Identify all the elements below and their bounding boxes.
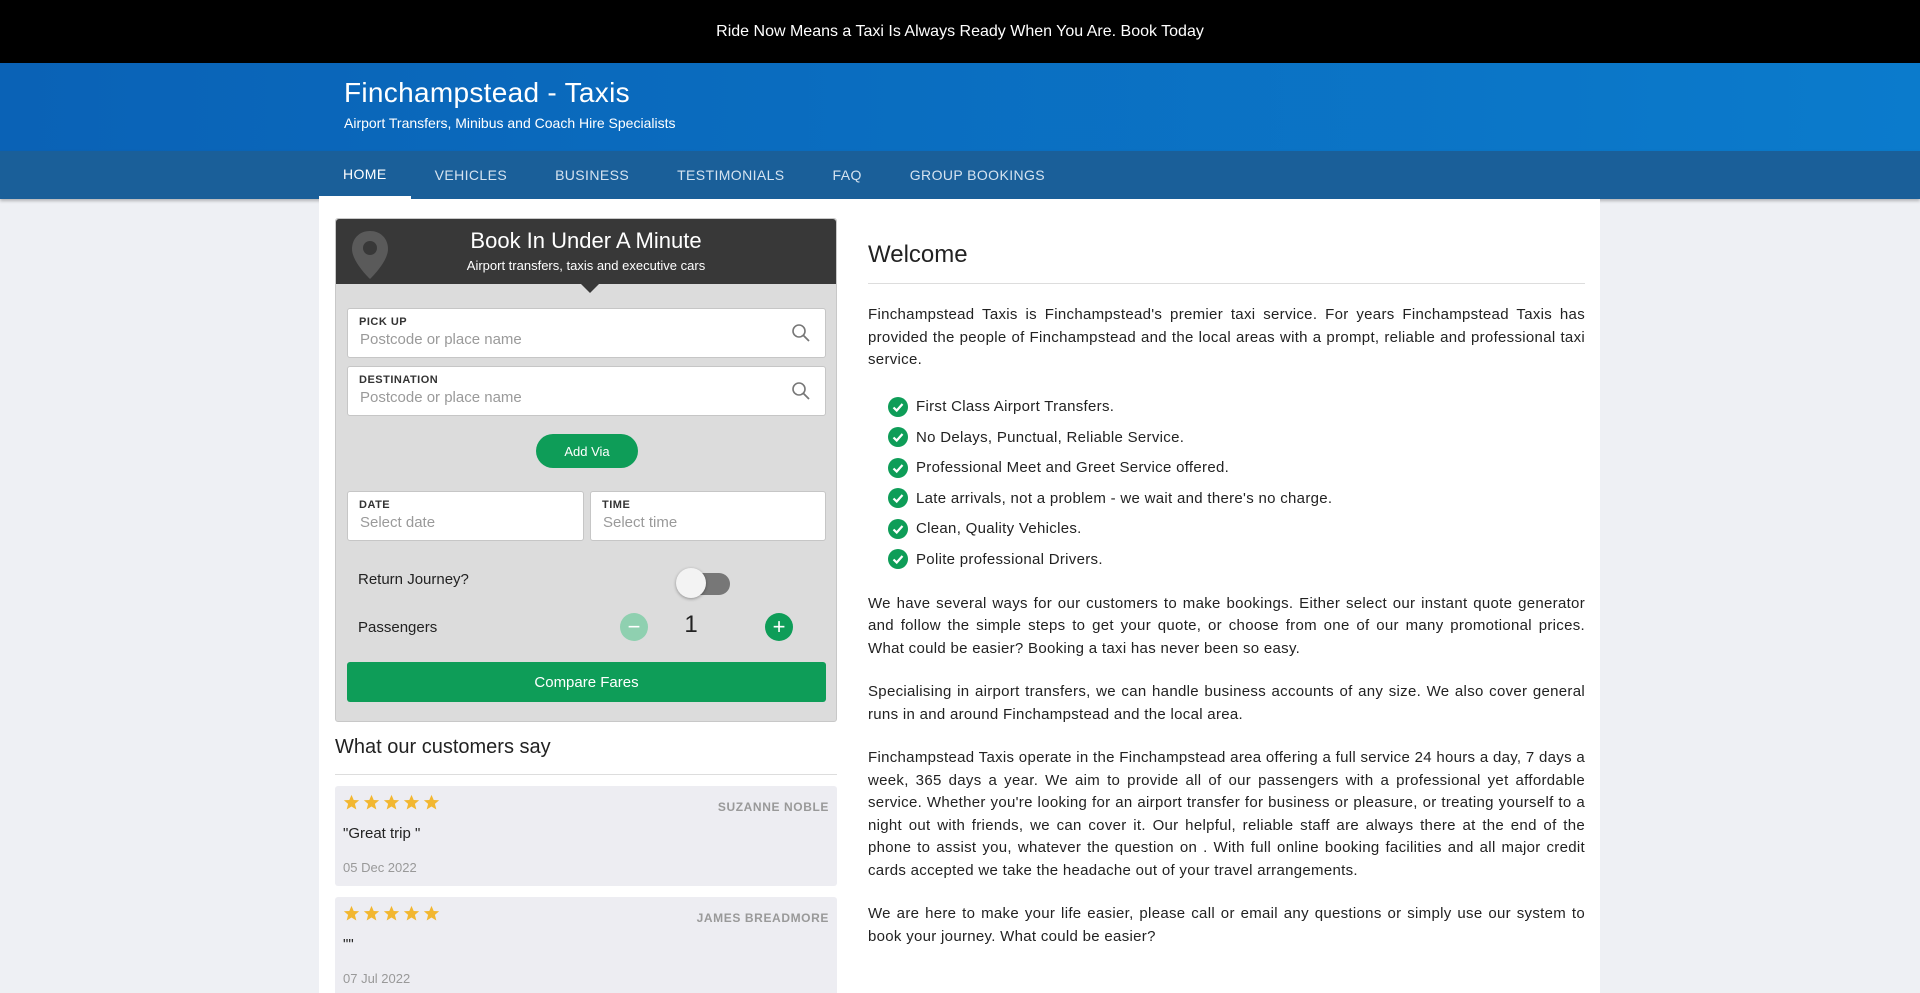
compare-fares-button[interactable]: Compare Fares — [347, 662, 826, 702]
toggle-knob — [676, 568, 706, 598]
list-item — [888, 514, 1585, 545]
feature-text: No Delays, Punctual, Reliable Service. — [916, 428, 1185, 446]
pickup-label: PICK UP — [359, 316, 408, 328]
review-text: "Great trip " — [343, 825, 421, 842]
welcome-paragraph: Finchampstead Taxis operate in the Finchampstead area offering a full service 24 hours a day, 7 days a week, 365 days a year. We aim to provide all of our passengers with a professional yet affordable service. Whether you're looking for an airport transfer for business or pleasure, or treating yourself to a night out with friends, we can cover it. Our helpful, reliable staff are always there at the end of the phone to assist you, whatever the question on . With full online booking facilities and all major credit cards accepted we take the headache out of your travel arrangements. — [868, 749, 1585, 879]
nav-vehicles[interactable]: VEHICLES — [434, 167, 508, 183]
add-via-button[interactable]: Add Via — [536, 434, 638, 468]
date-label: DATE — [359, 499, 391, 511]
check-circle-icon — [888, 488, 908, 508]
feature-text: First Class Airport Transfers. — [916, 398, 1115, 416]
time-input[interactable] — [603, 514, 813, 531]
date-field[interactable] — [347, 491, 584, 541]
welcome-intro: Finchampstead Taxis is Finchampstead's premier taxi service. For years Finchampstead Taxis has provided the people of Finchampstead and the local areas with a prompt, reliable and professional taxi service. — [868, 306, 1585, 368]
star-icon — [343, 794, 360, 811]
search-icon[interactable] — [791, 323, 811, 343]
star-icon — [363, 794, 380, 811]
star-icon — [383, 794, 400, 811]
booking-subtitle: Airport transfers, taxis and executive cars — [466, 258, 706, 273]
check-circle-icon — [888, 458, 908, 478]
reviews-title: What our customers say — [335, 736, 551, 758]
feature-text: Polite professional Drivers. — [916, 550, 1103, 568]
destination-field[interactable] — [347, 366, 826, 416]
star-icon — [383, 905, 400, 922]
search-icon[interactable] — [791, 381, 811, 401]
minus-icon[interactable]: − — [620, 613, 648, 641]
feature-text: Professional Meet and Greet Service offered. — [916, 459, 1230, 477]
pickup-field[interactable] — [347, 308, 826, 358]
star-icon — [403, 905, 420, 922]
review-card — [335, 897, 837, 993]
star-icon — [363, 905, 380, 922]
main-nav — [0, 151, 1920, 199]
list-item — [888, 544, 1585, 575]
review-author: SUZANNE NOBLE — [717, 800, 829, 814]
return-journey-label: Return Journey? — [358, 571, 469, 588]
welcome-section — [868, 241, 1585, 969]
booking-header — [336, 219, 836, 284]
destination-input[interactable] — [360, 389, 760, 406]
welcome-paragraph: Specialising in airport transfers, we can handle business accounts of any size. We also cover general runs in and around Finchampstead and the local area. — [868, 683, 1585, 723]
review-date: 07 Jul 2022 — [343, 971, 411, 986]
nav-business[interactable]: BUSINESS — [555, 167, 630, 183]
star-rating — [343, 905, 440, 922]
plus-icon[interactable]: + — [765, 613, 793, 641]
site-header — [0, 63, 1920, 151]
star-icon — [423, 905, 440, 922]
star-icon — [343, 905, 360, 922]
nav-faq[interactable]: FAQ — [832, 167, 862, 183]
map-pin-icon — [350, 229, 390, 281]
return-journey-toggle[interactable] — [676, 568, 732, 594]
announcement-text: Ride Now Means a Taxi Is Always Ready When You Are. Book Today — [716, 22, 1204, 40]
star-icon — [423, 794, 440, 811]
time-field[interactable] — [590, 491, 826, 541]
passengers-label: Passengers — [358, 619, 438, 636]
nav-group-bookings[interactable]: GROUP BOOKINGS — [909, 167, 1046, 183]
pickup-input[interactable] — [360, 331, 760, 348]
booking-widget — [335, 218, 837, 722]
destination-label: DESTINATION — [359, 374, 439, 386]
check-circle-icon — [888, 427, 908, 447]
nav-testimonials[interactable]: TESTIMONIALS — [677, 167, 785, 183]
welcome-title: Welcome — [868, 241, 1585, 284]
list-item — [888, 453, 1585, 484]
passenger-count: 1 — [684, 611, 698, 638]
announcement-bar — [0, 0, 1920, 63]
star-rating — [343, 794, 440, 811]
star-icon — [403, 794, 420, 811]
review-author: JAMES BREADMORE — [696, 911, 829, 925]
review-date: 05 Dec 2022 — [343, 860, 417, 875]
list-item — [888, 392, 1585, 423]
divider — [335, 774, 837, 775]
review-card — [335, 786, 837, 886]
feature-list — [888, 392, 1585, 575]
site-subtitle: Airport Transfers, Minibus and Coach Hire Specialists — [344, 115, 676, 131]
date-input[interactable] — [360, 514, 570, 531]
site-title[interactable]: Finchampstead - Taxis — [344, 77, 630, 108]
header-pointer — [580, 283, 600, 293]
list-item — [888, 483, 1585, 514]
review-text: "" — [343, 936, 354, 953]
check-circle-icon — [888, 519, 908, 539]
check-circle-icon — [888, 397, 908, 417]
list-item — [888, 422, 1585, 453]
nav-home[interactable]: HOME — [319, 151, 411, 199]
feature-text: Late arrivals, not a problem - we wait and there's no charge. — [916, 489, 1333, 507]
booking-title: Book In Under A Minute — [470, 228, 702, 253]
main-content — [319, 199, 1600, 993]
check-circle-icon — [888, 549, 908, 569]
time-label: TIME — [602, 499, 631, 511]
welcome-paragraph: We have several ways for our customers to make bookings. Either select our instant quote generator and follow the simple steps to get your quote, or choose from one of our many promotional prices. What could be easier? Booking a taxi has never been so easy. — [868, 594, 1585, 657]
welcome-paragraph: We are here to make your life easier, please call or email any questions or simply use our system to book your journey. What could be easier? — [868, 905, 1585, 945]
feature-text: Clean, Quality Vehicles. — [916, 520, 1082, 538]
